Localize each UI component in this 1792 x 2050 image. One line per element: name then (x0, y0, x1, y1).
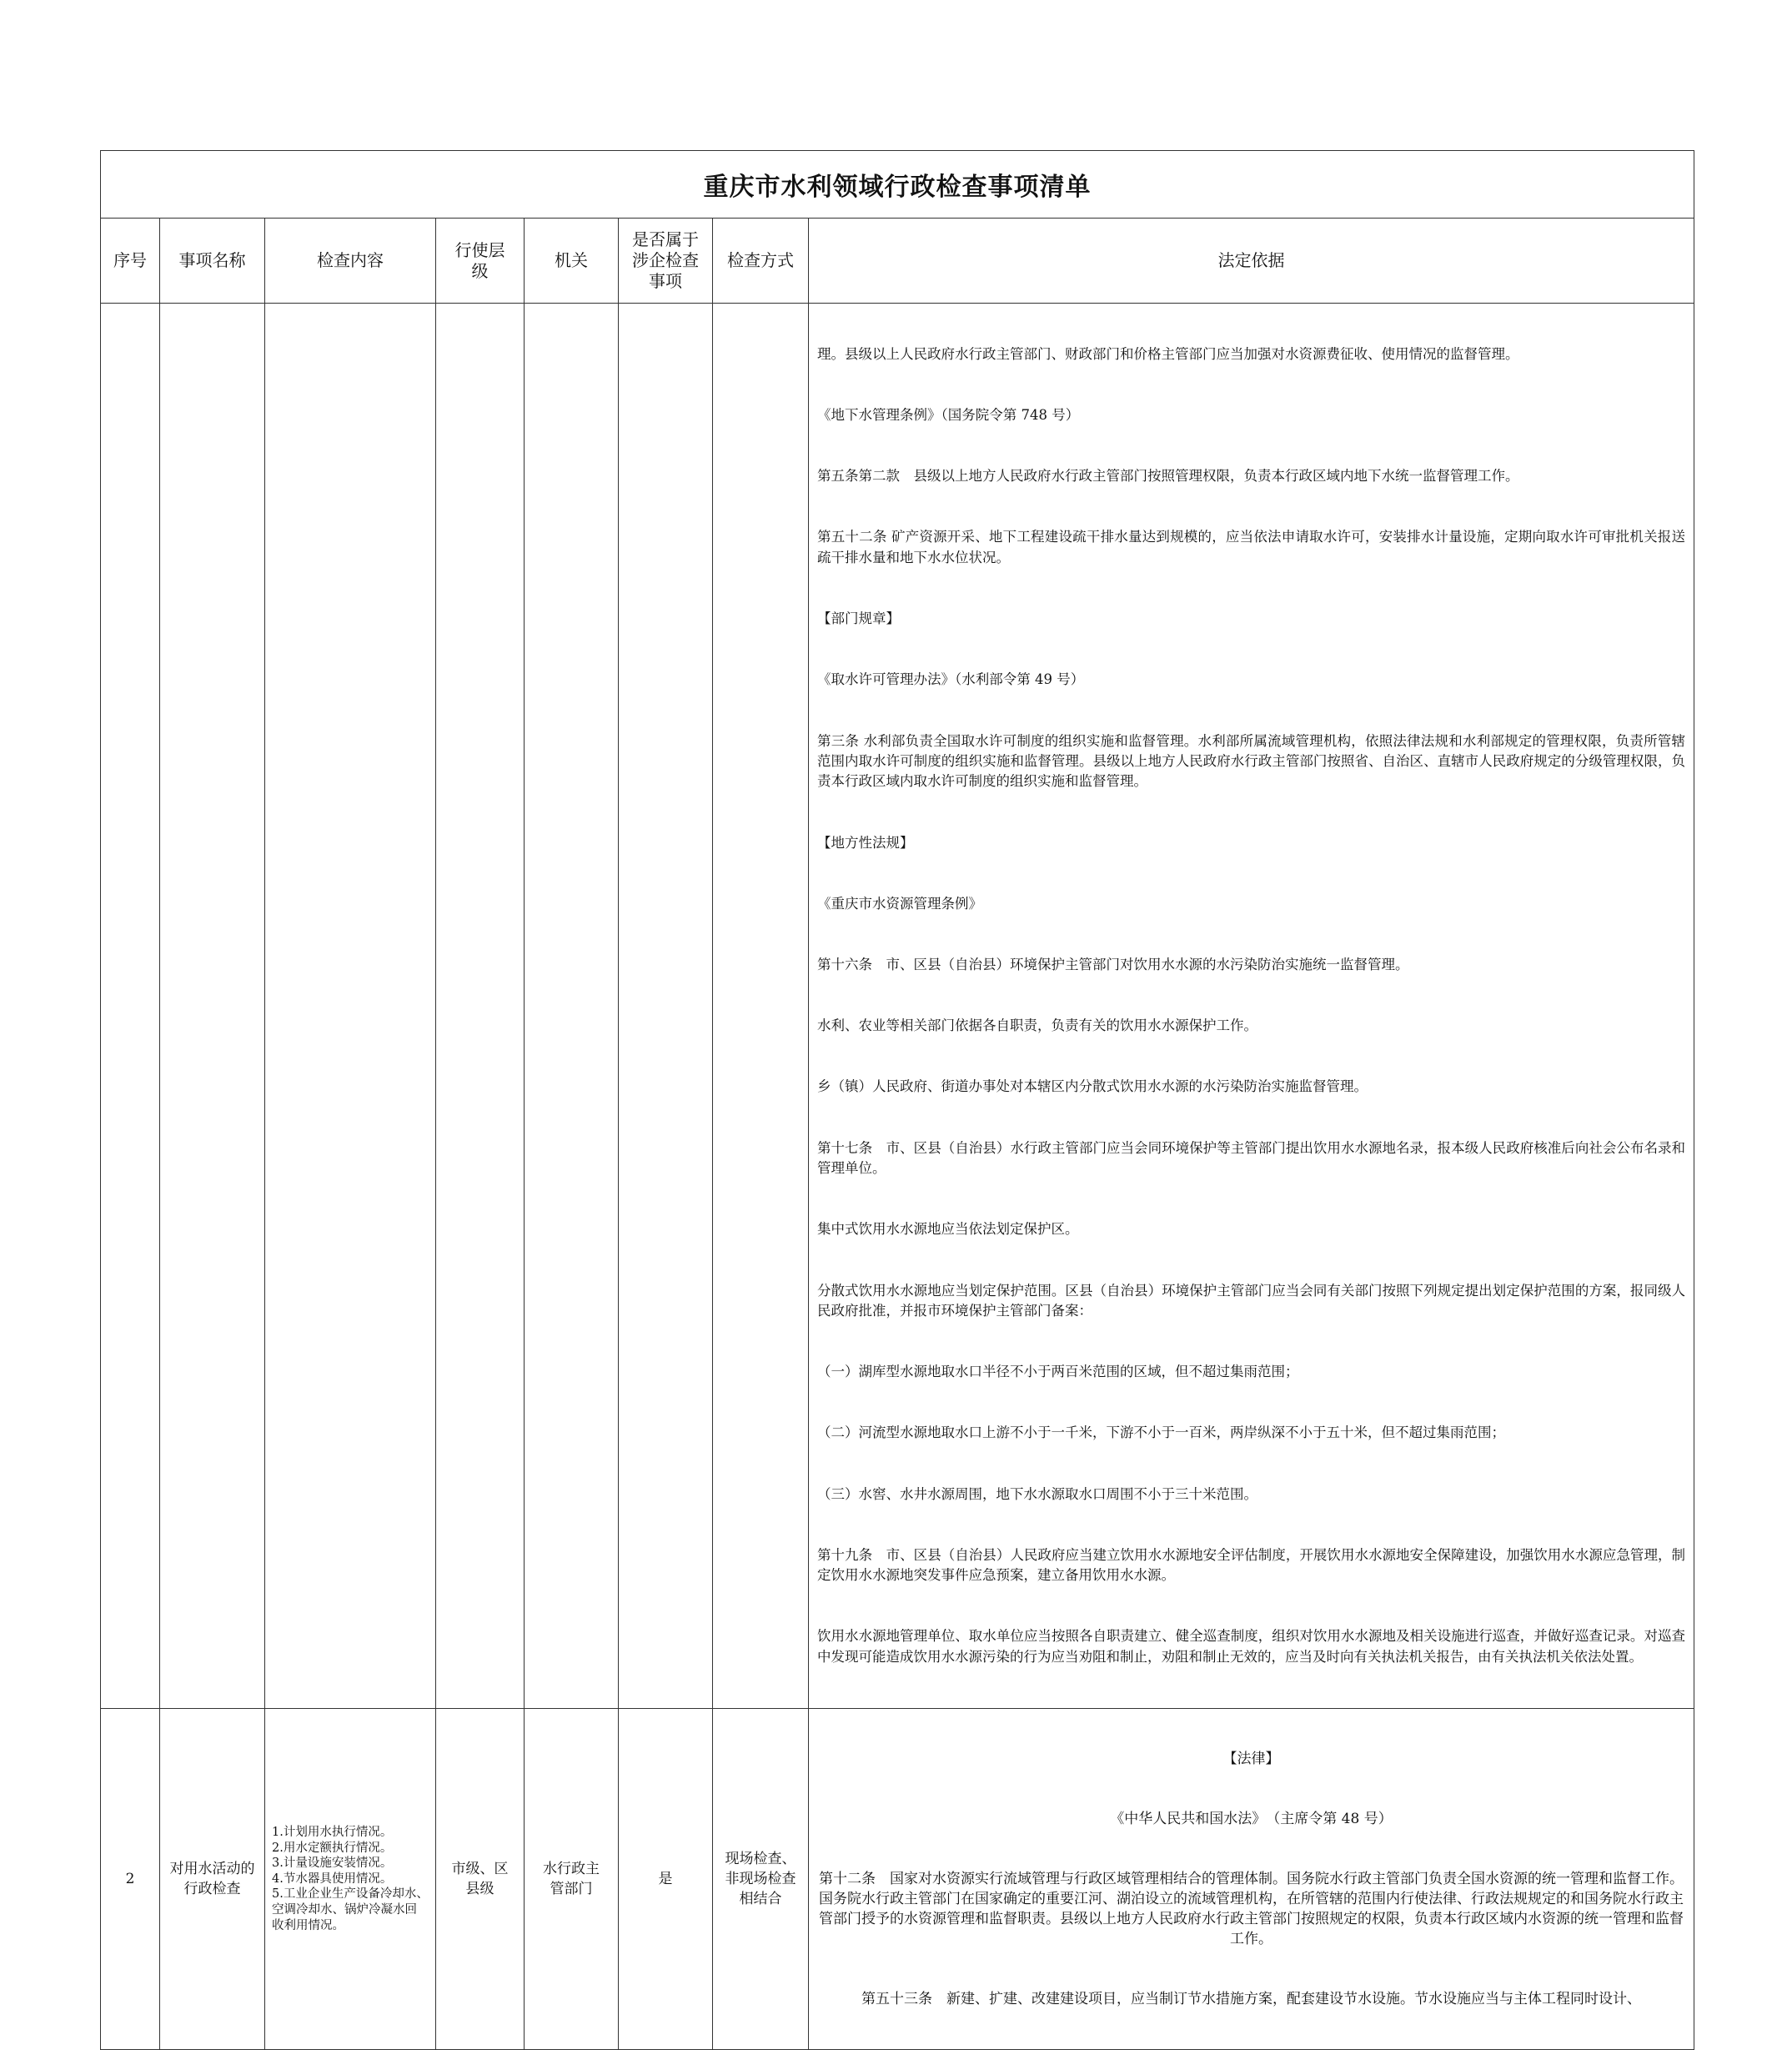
law-line: 乡（镇）人民政府、街道办事处对本辖区内分散式饮用水水源的水污染防治实施监督管理。 (817, 1078, 1368, 1095)
law-line: 《重庆市水资源管理条例》 (817, 895, 982, 912)
cell-no: 2 (101, 1709, 160, 2050)
cell-level: 市级、区县级 (436, 1709, 525, 2050)
cell-authority: 水行政主管部门 (525, 1709, 619, 2050)
law-line: 【法律】 (1222, 1751, 1280, 1768)
header-name: 事项名称 (160, 219, 265, 304)
cell-method: 现场检查、非现场检查相结合 (713, 1709, 809, 2050)
law-line: （三）水窖、水井水源周围，地下水水源取水口周围不小于三十米范围。 (817, 1485, 1257, 1502)
header-authority: 机关 (525, 219, 619, 304)
law-line: 饮用水水源地管理单位、取水单位应当按照各自职责建立、健全巡查制度，组织对饮用水水源地及相关设施进行巡查，并做好巡查记录。对巡查中发现可能造成饮用水水源污染的行为应当劝阻和制止，劝阻和制止无效的，应当及时向有关执法机关报告，由有关执法机关依法处置。 (817, 1628, 1685, 1665)
header-enterprise: 是否属于涉企检查事项 (619, 219, 713, 304)
law-line: 第五十二条 矿产资源开采、地下工程建设疏干排水量达到规模的，应当依法申请取水许可，安装排水计量设施，定期向取水许可审批机关报送疏干排水量和地下水水位状况。 (817, 529, 1685, 565)
content-item: 4.节水器具使用情况。 (272, 1872, 393, 1886)
law-line: 《地下水管理条例》（国务院令第 748 号） (817, 407, 1080, 424)
header-content: 检查内容 (265, 219, 436, 304)
law-line: 第五条第二款 县级以上地方人民政府水行政主管部门按照管理权限，负责本行政区域内地下水统一监督管理工作。 (817, 468, 1519, 485)
content-item: 1.计划用水执行情况。 (272, 1825, 393, 1839)
cell-enterprise: 是 (619, 1709, 713, 2050)
inspection-table (100, 150, 1694, 2050)
law-line: 第十二条 国家对水资源实行流域管理与行政区域管理相结合的管理体制。国务院水行政主管部门负责全国水资源的统一管理和监督工作。国务院水行政主管部门在国家确定的重要江河、湖泊设立的流域管理机构，在所管辖的范围内行使法律、行政法规规定的和国务院水行政主管部门授予的水资源管理和监督职责。县级以上地方人民政府水行政主管部门按照规定的权限，负责本行政区域内水资源的统一管理和监督工作。 (819, 1871, 1684, 1948)
cell-name (160, 304, 265, 1709)
law-line: 《中华人民共和国水法》 （主席令第 48 号） (1110, 1811, 1393, 1828)
content-item: 3.计量设施安装情况。 (272, 1857, 393, 1871)
law-line: 【地方性法规】 (817, 834, 914, 851)
law-line: 理。县级以上人民政府水行政主管部门、财政部门和价格主管部门应当加强对水资源费征收、使用情况的监督管理。 (817, 345, 1519, 362)
law-line: 分散式饮用水水源地应当划定保护范围。区县（自治县）环境保护主管部门应当会同有关部门按照下列规定提出划定保护范围的方案，报同级人民政府批准，并报市环境保护主管部门备案： (817, 1282, 1685, 1319)
header-legal-basis: 法定依据 (809, 219, 1694, 304)
page-title: 重庆市水利领域行政检查事项清单 (101, 151, 1694, 219)
cell-level (436, 304, 525, 1709)
header-method: 检查方式 (713, 219, 809, 304)
table-header-row (101, 219, 1694, 304)
header-no: 序号 (101, 219, 160, 304)
content-item: 2.用水定额执行情况。 (272, 1841, 393, 1855)
cell-enterprise (619, 304, 713, 1709)
cell-no (101, 304, 160, 1709)
law-line: （一）湖库型水源地取水口半径不小于两百米范围的区域，但不超过集雨范围； (817, 1364, 1299, 1380)
content-item: 5.工业企业生产设备冷却水、空调冷却水、锅炉冷凝水回收利用情况。 (272, 1887, 429, 1932)
law-line: 【部门规章】 (817, 610, 900, 627)
legal-basis-cell (809, 1709, 1694, 2050)
cell-content (265, 304, 436, 1709)
law-line: 第十七条 市、区县（自治县）水行政主管部门应当会同环境保护等主管部门提出饮用水水源地名录，报本级人民政府核准后向社会公布名录和管理单位。 (817, 1139, 1685, 1177)
cell-content (265, 1709, 436, 2050)
cell-name: 对用水活动的行政检查 (160, 1709, 265, 2050)
law-line: 第五十三条 新建、扩建、改建建设项目，应当制订节水措施方案，配套建设节水设施。节水设施应当与主体工程同时设计、 (861, 1991, 1641, 2008)
header-level: 行使层级 (436, 219, 525, 304)
legal-basis-cell (809, 304, 1694, 1709)
table-row (101, 1709, 1694, 2050)
cell-authority (525, 304, 619, 1709)
law-line: 水利、农业等相关部门依据各自职责，负责有关的饮用水水源保护工作。 (817, 1017, 1257, 1034)
law-line: 第十六条 市、区县（自治县）环境保护主管部门对饮用水水源的水污染防治实施统一监督管理。 (817, 957, 1409, 972)
table-row (101, 304, 1694, 1709)
law-line: 第十九条 市、区县（自治县）人民政府应当建立饮用水水源地安全评估制度，开展饮用水水源地安全保障建设，加强饮用水水源应急管理，制定饮用水水源地突发事件应急预案，建立备用饮用水水源。 (817, 1546, 1685, 1584)
law-line: （二）河流型水源地取水口上游不小于一千米，下游不小于一百米，两岸纵深不小于五十米，但不超过集雨范围； (817, 1424, 1505, 1441)
law-line: 集中式饮用水水源地应当依法划定保护区。 (817, 1221, 1079, 1238)
law-line: 第三条 水利部负责全国取水许可制度的组织实施和监督管理。水利部所属流域管理机构，依照法律法规和水利部规定的管理权限，负责所管辖范围内取水许可制度的组织实施和监督管理。县级以上地方人民政府水行政主管部门按照省、自治区、直辖市人民政府规定的分级管理权限，负责本行政区域内取水许可制度的组织实施和监督管理。 (817, 732, 1685, 790)
cell-method (713, 304, 809, 1709)
law-line: 《取水许可管理办法》（水利部令第 49 号） (817, 671, 1085, 688)
